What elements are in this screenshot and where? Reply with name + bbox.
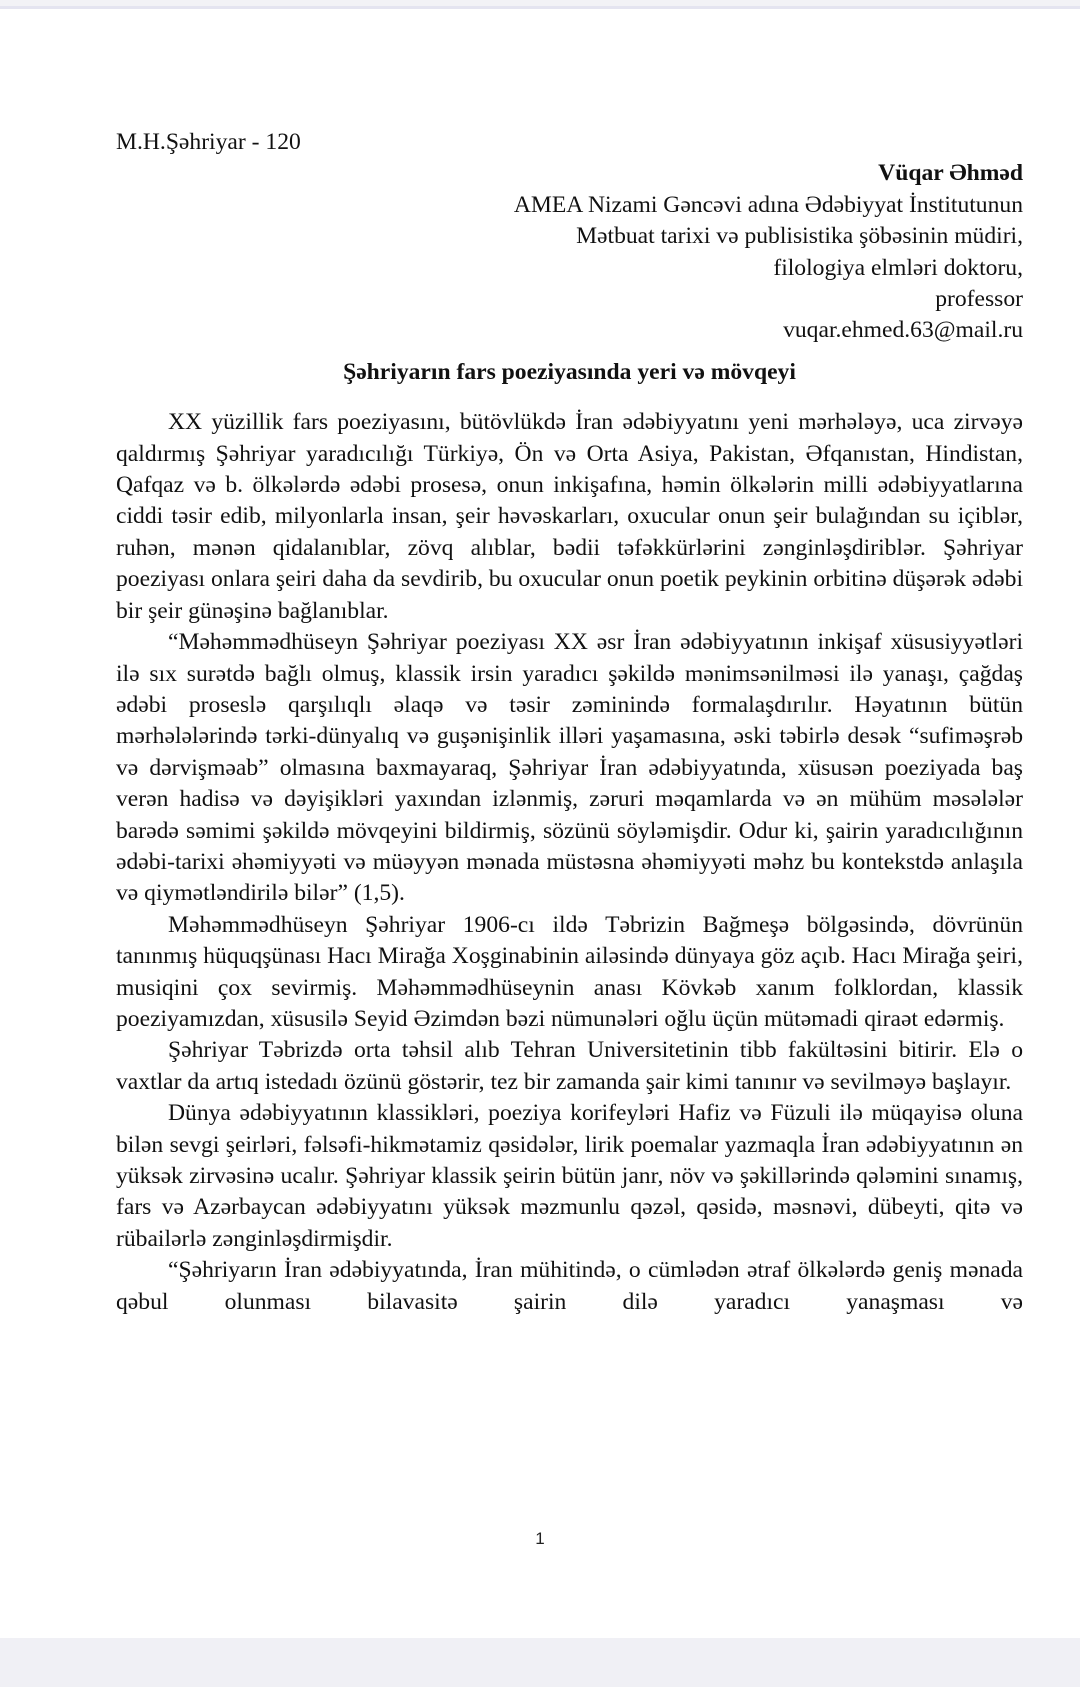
author-degree: filologiya elmləri doktoru, <box>773 254 1023 281</box>
viewer-bottom-band <box>0 1638 1080 1687</box>
page-number: 1 <box>535 1529 545 1548</box>
document-content <box>116 127 1023 1318</box>
author-block <box>116 158 1023 346</box>
document-page <box>0 6 1080 1638</box>
paragraph-3: Məhəmmədhüseyn Şəhriyar 1906-cı ildə Təbrizin Bağmeşə bölgəsində, dövrünün tanınmış hüquqşünası Hacı Mirağa Xoşginabinin ailəsində dünyaya göz açıb. Hacı Mirağa şeiri, musiqini çox sevirmiş. Məhəmmədhüseynin anası Kövkəb xanım folklordan, klassik poeziyamızdan, xüsusilə Seyid Əzimdən bəzi nümunələri oğlu üçün mütəmadi qiraət edərmiş. <box>116 911 1023 1032</box>
paragraph-1: XX yüzillik fars poeziyasını, bütövlükdə İran ədəbiyyatını yeni mərhələyə, uca zirvəyə qaldırmış Şəhriyar yaradıcılığı Türkiyə, Ön və Orta Asiya, Pakistan, Əfqanıstan, Hindistan, Qafqaz və b. ölkələrdə ədəbi prosesə, onun inkişafına, həmin ölkələrin milli ədəbiyyatlarına ciddi təsir edib, milyonlarla insan, şeir həvəskarları, oxucular onun şeir bulağından su içiblər, ruhən, mənən qidalanıblar, zövq alıblar, bədii təfəkkürlərini zənginləşdiriblər. Şəhriyar poeziyası onlara şeiri daha da sevdirib, bu oxucular onun poetik peykinin orbitinə düşərək ədəbi bir şeir günəşinə bağlanıblar. <box>116 409 1023 624</box>
paragraph-2: “Məhəmmədhüseyn Şəhriyar poeziyası XX əsr İran ədəbiyyatının inkişaf xüsusiyyətləri ilə sıx surətdə bağlı olmuş, klassik irsin yaradıcı şəkildə mənimsənilməsi ilə yanaşı, çağdaş ədəbi proseslə qarşılıqlı əlaqə və təsir zəminində formalaşdırılır. Həyatının bütün mərhələlərində tərki-dünyalıq və guşənişinlik illəri yaşamasına, əski təbirlə desək “sufiməşrəb və dərvişməab” olmasına baxmayaraq, Şəhriyar İran ədəbiyyatında, xüsusən poeziyada baş verən hadisə və dəyişikləri yaxından izlənmiş, zəruri məqamlarda və ən mühüm məsələlər barədə səmimi şəkildə mövqeyini bildirmiş, sözünü söyləmişdir. Odur ki, şairin yaradıcılığının ədəbi-tarixi əhəmiyyəti və müəyyən mənada müstəsna əhəmiyyəti məhz bu kontekstdə anlaşıla və qiymətləndirilə bilər” (1,5). <box>116 629 1023 907</box>
author-title: professor <box>935 286 1023 313</box>
paragraph-6: “Şəhriyarın İran ədəbiyyatında, İran mühitində, o cümlədən ətraf ölkələrdə geniş mənada qəbul olunması bilavasitə şairin dilə yaradıcı yanaşması və <box>116 1257 1023 1315</box>
paragraph-4: Şəhriyar Təbrizdə orta təhsil alıb Tehran Universitetinin tibb fakültəsini bitirir. Elə o vaxtlar da artıq istedadı özünü göstərir, tez bir zamanda şair kimi tanınır və sevilməyə başlayır. <box>116 1037 1023 1095</box>
author-affiliation-line1: AMEA Nizami Gəncəvi adına Ədəbiyyat İnstitutunun <box>513 191 1023 218</box>
author-email: vuqar.ehmed.63@mail.ru <box>783 317 1023 344</box>
series-header: M.H.Şəhriyar - 120 <box>116 129 301 155</box>
article-title: Şəhriyarın fars poeziyasında yeri və mövqeyi <box>343 358 796 385</box>
author-name: Vüqar Əhməd <box>878 160 1023 187</box>
author-affiliation-line2: Mətbuat tarixi və publisistika şöbəsinin müdiri, <box>576 223 1023 250</box>
paragraph-5: Dünya ədəbiyyatının klassikləri, poeziya korifeyləri Hafiz və Füzuli ilə müqayisə oluna bilən sevgi şeirləri, fəlsəfi-hikmətamiz qəsidələr, lirik poemalar yazmaqla İran ədəbiyyatının ən yüksək zirvəsinə ucalır. Şəhriyar klassik şeirin bütün janr, növ və şəkillərində qələmini sınamış, fars və Azərbaycan ədəbiyyatını yüksək məzmunlu qəzəl, qəsidə, məsnəvi, dübeyti, qitə və rübailərlə zənginləşdirmişdir. <box>116 1100 1023 1252</box>
